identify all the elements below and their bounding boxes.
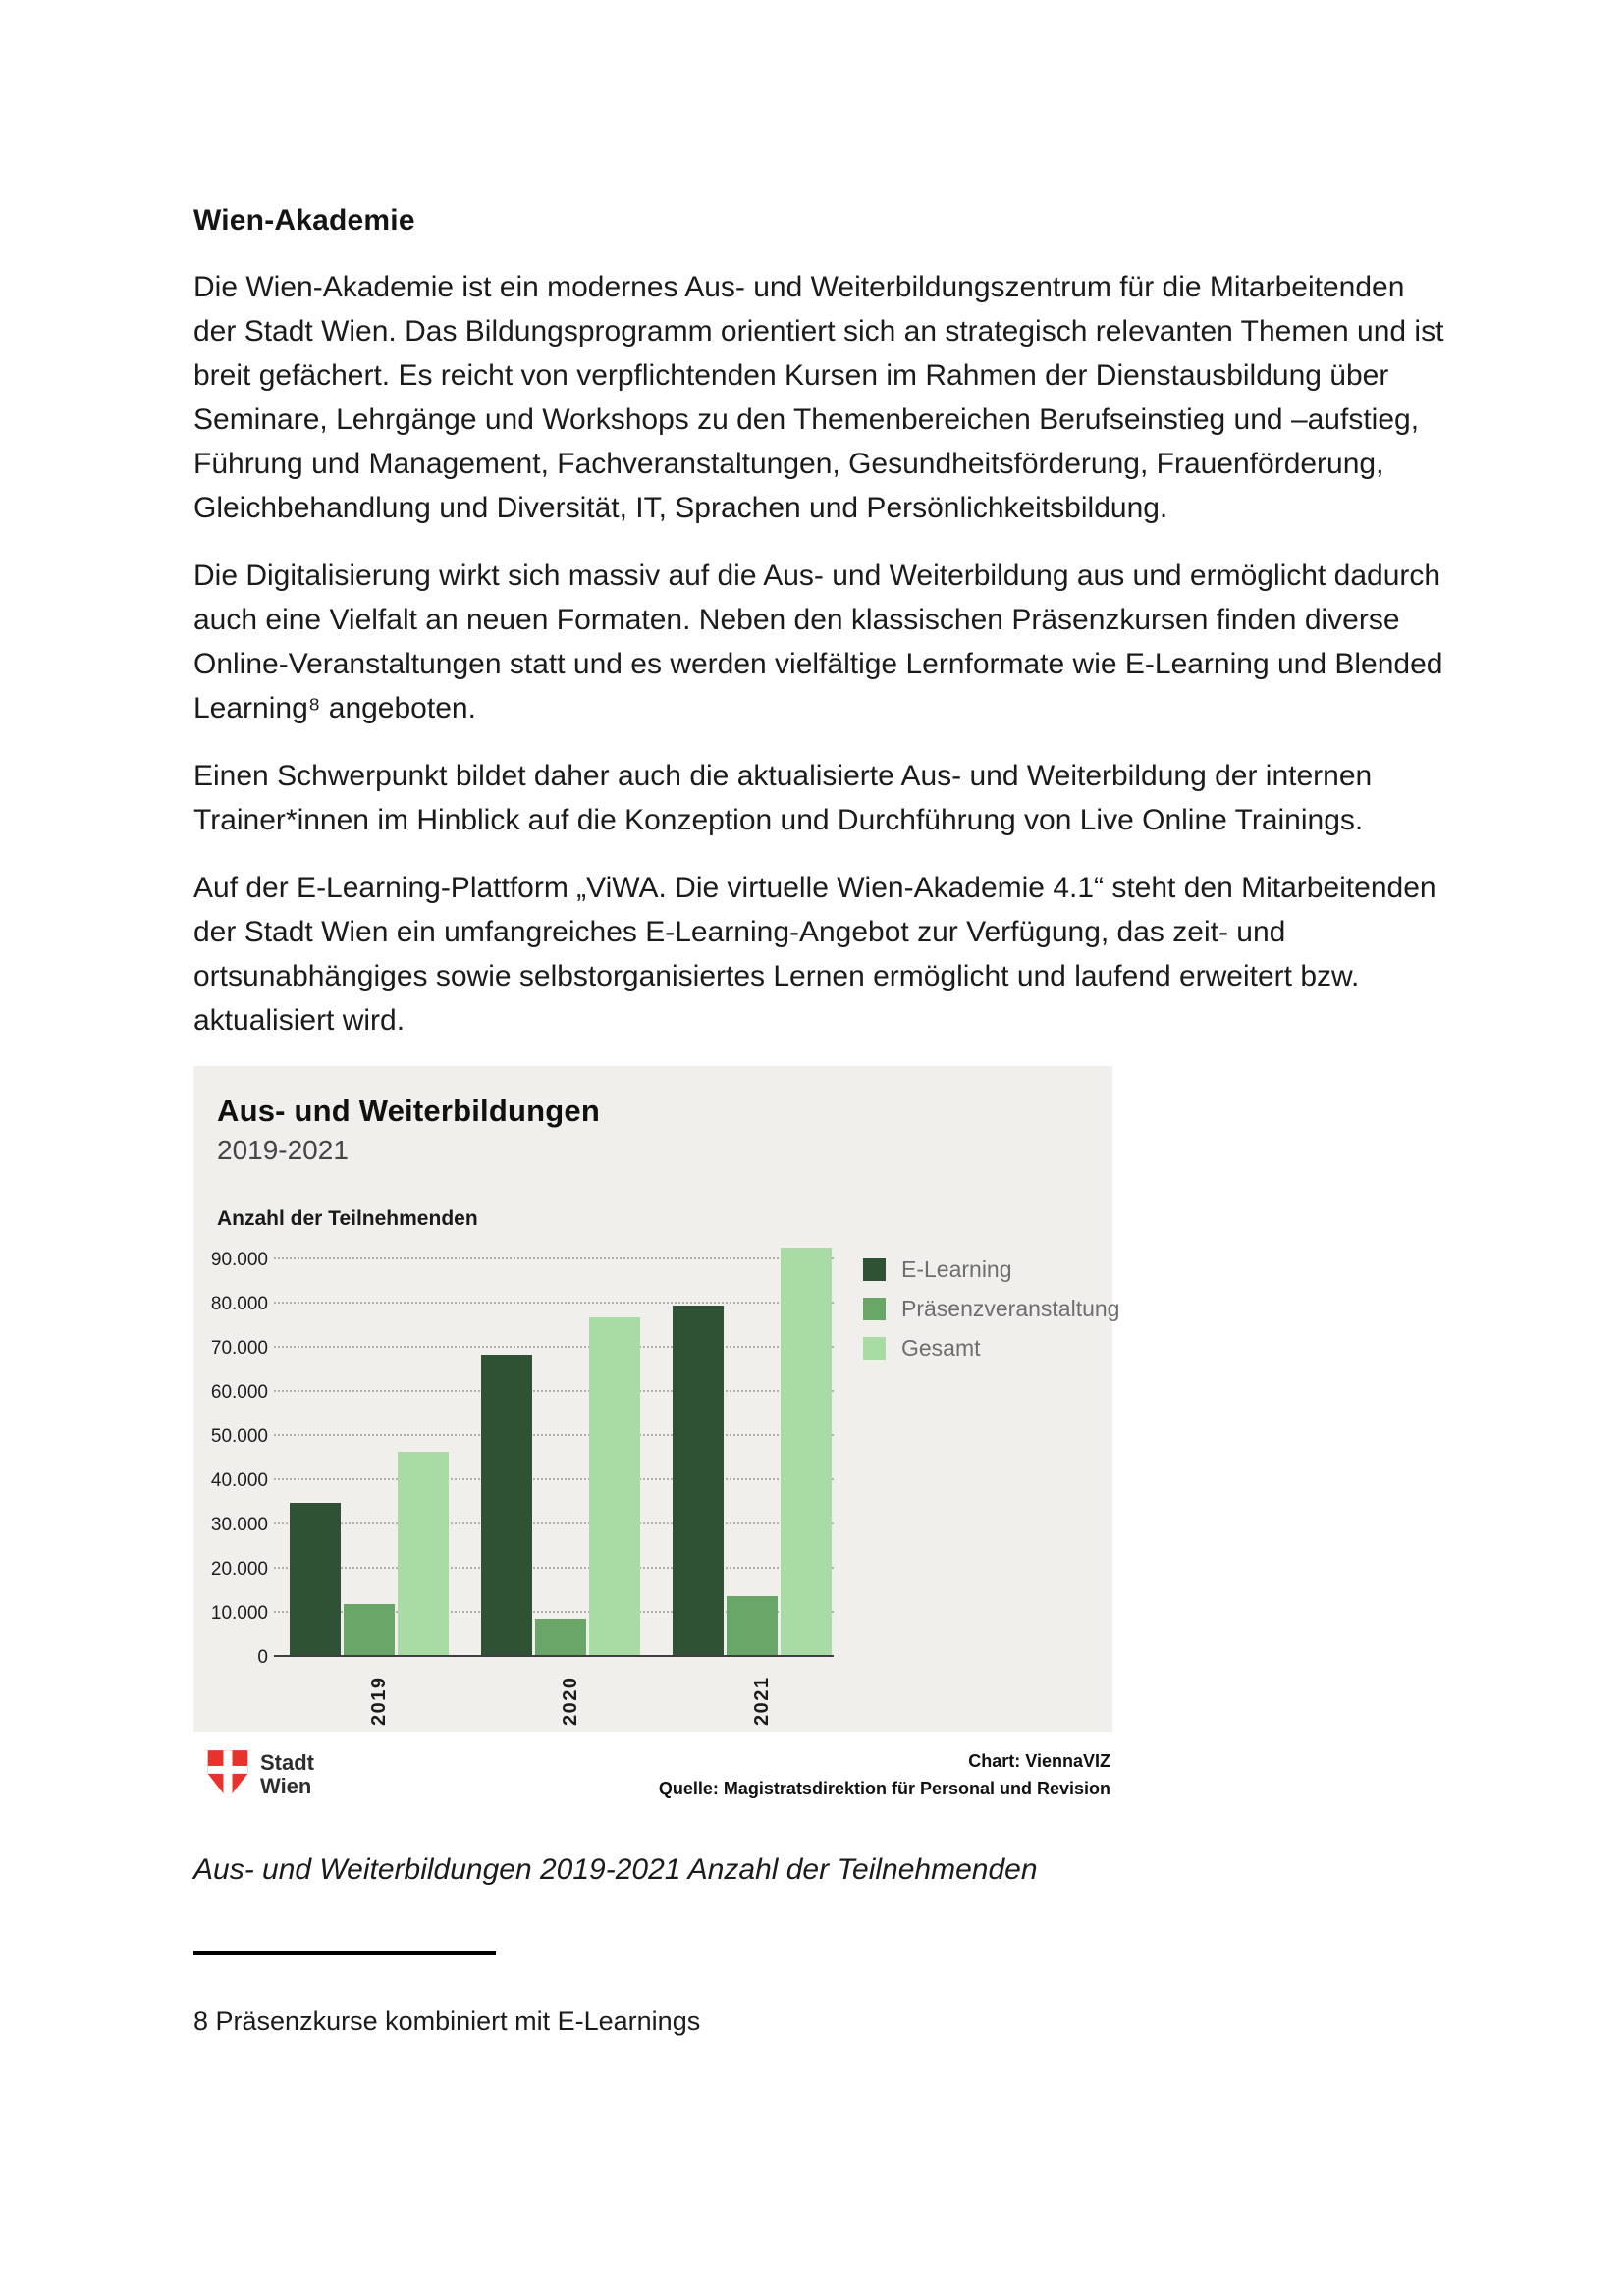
paragraph-1: Die Wien-Akademie ist ein modernes Aus- und Weiterbildungszentrum für die Mitarbeitenden der Stadt Wien. Das Bildungsprogramm orientiert sich an strategisch relevanten Themen und ist breit gefächert. Es reicht von verpflichtenden Kursen im Rahmen der Dienstausbildung über Seminare, Lehrgänge und Workshops zu den Themenbereichen Berufseinstieg und –aufstieg, Führung und Management, Fachveranstaltungen, Gesundheitsförderung, Frauenförderung, Gleichbehandlung und Diversität, IT, Sprachen und Persönlichkeitsbildung. (193, 271, 1444, 524)
y-tick-label: 40.000 (210, 1470, 268, 1491)
stadt-wien-logo (205, 1749, 314, 1800)
logo-text-line2: Wien (260, 1774, 312, 1798)
legend-swatch-icon (863, 1298, 886, 1320)
y-tick-label: 80.000 (210, 1294, 268, 1314)
bar-group-2021 (673, 1248, 832, 1655)
x-tick-label-2020: 2020 (560, 1676, 581, 1726)
y-axis-title: Anzahl der Teilnehmenden (217, 1207, 478, 1230)
figure-caption: Aus- und Weiterbildungen 2019-2021 Anzahl der Teilnehmenden (193, 1853, 1038, 1886)
y-tick-label: 90.000 (210, 1250, 268, 1270)
chart-credits (659, 1747, 1110, 1802)
figure-footer (193, 1732, 1112, 1812)
y-tick-label: 10.000 (210, 1603, 268, 1624)
logo-text-line1: Stadt (260, 1750, 314, 1775)
y-tick-label: 60.000 (210, 1382, 268, 1403)
legend-label: E-Learning (901, 1256, 1012, 1282)
credits-chart: Chart: ViennaVIZ (968, 1751, 1110, 1771)
legend-label: Gesamt (901, 1335, 981, 1361)
x-axis-labels (284, 1657, 843, 1732)
y-tick-label: 0 (257, 1647, 268, 1668)
chart-title: Aus- und Weiterbildungen (217, 1094, 600, 1128)
legend-swatch-icon (863, 1337, 886, 1360)
y-tick-label: 30.000 (210, 1515, 268, 1535)
chart-area (210, 1245, 1120, 1668)
bar-pr-senzveranstaltung-2021 (727, 1596, 778, 1655)
chart-legend (834, 1245, 1120, 1657)
chart-subtitle: 2019-2021 (217, 1135, 349, 1165)
paragraph-2: Die Digitalisierung wirkt sich massiv auf die Aus- und Weiterbildung aus und ermöglicht dadurch auch eine Vielfalt an neuen Formaten. Neben den klassischen Präsenzkursen finden diverse Online-Veranstaltungen statt und es werden vielfältige Lernformate wie E-Learning und Blended Learning⁸ angeboten. (193, 560, 1443, 724)
wien-coat-of-arms-icon (205, 1749, 250, 1800)
legend-label: Präsenzveranstaltung (901, 1296, 1120, 1321)
bar-group-2020 (481, 1317, 640, 1655)
plot-area (274, 1245, 834, 1657)
y-axis-tick-labels (210, 1245, 274, 1668)
footnote-text: 8 Präsenzkurse kombiniert mit E-Learnings (193, 2006, 701, 2036)
bar-pr-senzveranstaltung-2019 (344, 1604, 395, 1655)
y-tick-label: 20.000 (210, 1559, 268, 1579)
chart-panel (193, 1066, 1120, 1732)
legend-item-gesamt (863, 1335, 1079, 1362)
paragraph-4: Auf der E-Learning-Plattform „ViWA. Die virtuelle Wien-Akademie 4.1“ steht den Mitarbeitenden der Stadt Wien ein umfangreiches E-Learning-Angebot zur Verfügung, das zeit- und ortsunabhängiges sowie selbstorganisiertes Lernen ermöglicht und laufend erweitert bzw. aktualisiert wird. (193, 872, 1436, 1037)
x-tick-label-2021: 2021 (751, 1676, 773, 1726)
legend-swatch-icon (863, 1258, 886, 1281)
bar-e-learning-2021 (673, 1306, 724, 1655)
bar-e-learning-2020 (481, 1355, 532, 1655)
page-heading: Wien-Akademie (193, 204, 415, 237)
bar-gesamt-2021 (781, 1248, 832, 1655)
credits-source: Quelle: Magistratsdirektion für Personal und Revision (658, 1779, 1110, 1798)
logo-text (260, 1751, 314, 1798)
bar-e-learning-2019 (290, 1503, 341, 1655)
chart-figure (193, 1066, 1120, 1812)
bar-pr-senzveranstaltung-2020 (535, 1619, 586, 1655)
legend-item-pr-senzveranstaltung (863, 1296, 1120, 1322)
footnote-separator (193, 1951, 496, 1955)
bar-group-2019 (290, 1452, 449, 1655)
x-tick-label-2019: 2019 (368, 1676, 390, 1726)
y-tick-label: 50.000 (210, 1426, 268, 1447)
y-tick-label: 70.000 (210, 1338, 268, 1359)
legend-item-e-learning (863, 1256, 1079, 1283)
bar-gesamt-2020 (589, 1317, 640, 1655)
paragraph-3: Einen Schwerpunkt bildet daher auch die aktualisierte Aus- und Weiterbildung der internen Trainer*innen im Hinblick auf die Konzeption und Durchführung von Live Online Trainings. (193, 760, 1373, 836)
bar-gesamt-2019 (398, 1452, 449, 1655)
